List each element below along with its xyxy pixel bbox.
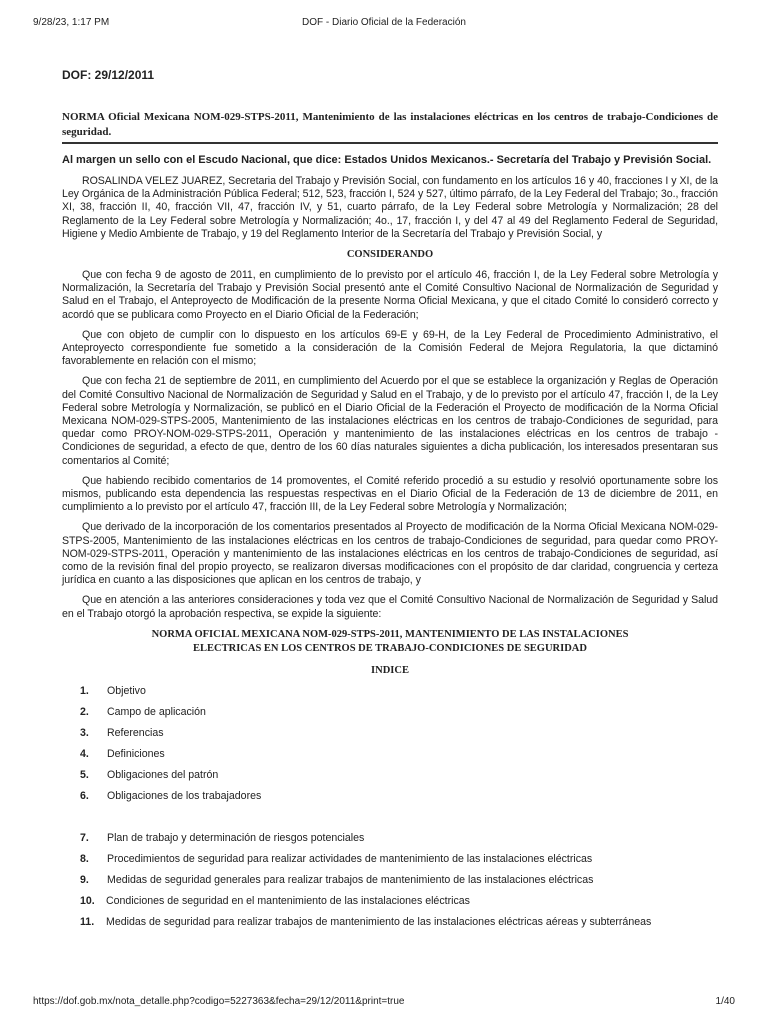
- norma-heading-line-2: ELECTRICAS EN LOS CENTROS DE TRABAJO-CONDICIONES DE SEGURIDAD: [193, 642, 587, 654]
- norma-heading: [62, 628, 718, 656]
- index-item-number: 6.: [80, 789, 89, 802]
- index-item-label: Condiciones de seguridad en el mantenimiento de las instalaciones eléctricas: [106, 894, 470, 907]
- index-item: [62, 706, 718, 727]
- considerando-paragraph-3: Que con fecha 21 de septiembre de 2011, en cumplimiento del Acuerdo por el que se establece la organización y Reglas de Operación del Comité Consultivo Nacional de Normalización de Seguridad y Salud en el Trabajo, y de lo previsto por el artículo 47, fracción I, de la Ley Federal sobre Metrología y Normalización, se publicó en el Diario Oficial de la Federación el Proyecto de modificación de la Norma Oficial Mexicana NOM-029-STPS-2005, Mantenimiento de las instalaciones eléctricas en los centros de trabajo-Condiciones de seguridad, para quedar como PROY-NOM-029-STPS-2011, Operación y mantenimiento de las instalaciones eléctricas en los centros de trabajo - Condiciones de seguridad, a efecto de que, dentro de los 60 días naturales siguientes a dicha publicación, los interesados presentaran sus comentarios al Comité;: [62, 375, 718, 467]
- indice-heading: INDICE: [371, 664, 409, 676]
- index-item: [62, 895, 718, 916]
- index-item-number: 10.: [80, 894, 95, 907]
- index-item: [62, 769, 718, 790]
- norma-heading-line-1: NORMA OFICIAL MEXICANA NOM-029-STPS-2011, MANTENIMIENTO DE LAS INSTALACIONES: [151, 628, 629, 640]
- considerando-paragraph-1: Que con fecha 9 de agosto de 2011, en cumplimiento de lo previsto por el artículo 46, fracción I, de la Ley Federal sobre Metrología y Normalización, la Secretaría del Trabajo y Previsión Social presentó ante el Comité Consultivo Nacional de Normalización de Seguridad y Salud en el Trabajo, el Anteproyecto de Modificación de la presente Norma Oficial Mexicana, y que el citado Comité lo consideró correcto y acordó que se publicara como Proyecto en el Diario Oficial de la Federación;: [62, 269, 718, 321]
- index-item-label: Definiciones: [107, 747, 165, 760]
- index-item-number: 9.: [80, 873, 89, 886]
- index-item: [62, 748, 718, 769]
- index-item-label: Obligaciones del patrón: [107, 768, 219, 781]
- index-item-number: 4.: [80, 747, 89, 760]
- index-item-label: Obligaciones de los trabajadores: [107, 789, 262, 802]
- index-item-label: Medidas de seguridad para realizar trabajos de mantenimiento de las instalaciones eléctricas aéreas y subterráneas: [106, 915, 652, 928]
- index-item: [62, 853, 718, 874]
- index-item-number: 5.: [80, 768, 89, 781]
- dof-date: DOF: 29/12/2011: [62, 68, 155, 82]
- index-item-number: 1.: [80, 684, 89, 697]
- index-item-label: Referencias: [107, 726, 164, 739]
- title-divider: [62, 142, 718, 144]
- index-item-number: 7.: [80, 831, 89, 844]
- index-item-label: Medidas de seguridad generales para realizar trabajos de mantenimiento de las instalaciones eléctricas: [107, 873, 594, 886]
- index-item-number: 11.: [80, 915, 95, 928]
- index-spacer: [62, 811, 718, 832]
- index-list: [62, 685, 718, 937]
- index-item-number: 3.: [80, 726, 89, 739]
- document-body: [62, 62, 718, 937]
- considerando-paragraph-5: Que derivado de la incorporación de los comentarios presentados al Proyecto de modificación de la Norma Oficial Mexicana NOM-029-STPS-2005, Mantenimiento de las instalaciones eléctricas en los centros de trabajo-Condiciones de seguridad, para quedar como PROY-NOM-029-STPS-2011, Operación y mantenimiento de las instalaciones eléctricas en los centros de trabajo-Condiciones de seguridad, así como de la revisión final del propio proyecto, se realizaron diversas modificaciones con el propósito de dar claridad, congruencia y certeza jurídica en cuanto a las disposiciones que aplican en los centros de trabajo, y: [62, 521, 718, 587]
- considerando-paragraph-2: Que con objeto de cumplir con lo dispuesto en los artículos 69-E y 69-H, de la Ley Federal de Procedimiento Administrativo, el Anteproyecto correspondiente fue sometido a la consideración de la Comisión Federal de Mejora Regulatoria, la que dictaminó favorablemente en relación con el mismo;: [62, 328, 718, 368]
- signer-name: ROSALINDA VELEZ JUAREZ: [82, 175, 223, 187]
- index-item-label: Objetivo: [107, 684, 146, 697]
- index-item: [62, 685, 718, 706]
- norma-title: NORMA Oficial Mexicana NOM-029-STPS-2011, Mantenimiento de las instalaciones eléctricas en los centros de trabajo-Condiciones de seguridad.: [62, 111, 718, 138]
- index-item-label: Campo de aplicación: [107, 705, 206, 718]
- page-number: 1/40: [715, 996, 735, 1007]
- print-page-title: DOF - Diario Oficial de la Federación: [302, 17, 466, 28]
- intro-text: , Secretaria del Trabajo y Previsión Social, con fundamento en los artículos 16 y 40, fracciones I y XI, de la Ley Orgánica de la Administración Pública Federal; 512, 523, fracción I, 524 y 527, último párrafo, de la Ley Federal del Trabajo; 3o., fracción XI, 38, fracción II, 40, fracción VII, 47, fracción IV, y 51, cuarto párrafo, de la Ley Federal sobre Metrología y Normalización; 28 del Reglamento de la Ley Federal sobre Metrología y Normalización; 4o., 17, fracción I, y del 47 al 49 del Reglamento Federal de Seguridad, Higiene y Medio Ambiente de Trabajo, y 19 del Reglamento Interior de la Secretaría del Trabajo y Previsión Social, y: [62, 175, 718, 240]
- index-item: [62, 727, 718, 748]
- print-url: https://dof.gob.mx/nota_detalle.php?codigo=5227363&fecha=29/12/2011&print=true: [33, 996, 405, 1007]
- intro-paragraph: [62, 175, 718, 241]
- index-item-number: 8.: [80, 852, 89, 865]
- index-item-label: Plan de trabajo y determinación de riesgos potenciales: [107, 831, 365, 844]
- considerando-paragraph-4: Que habiendo recibido comentarios de 14 promoventes, el Comité referido procedió a su estudio y resolvió oportunamente sobre los mismos, publicando esta dependencia las respuestas respectivas en el Diario Oficial de la Federación de 13 de diciembre de 2011, en cumplimiento a lo previsto por el artículo 47, fracción III, de la Ley Federal sobre Metrología y Normalización;: [62, 474, 718, 514]
- index-item: [62, 874, 718, 895]
- index-item: [62, 832, 718, 853]
- considerando-heading: CONSIDERANDO: [346, 249, 434, 261]
- index-item: [62, 790, 718, 811]
- index-item-label: Procedimientos de seguridad para realizar actividades de mantenimiento de las instalaciones eléctricas: [107, 852, 593, 865]
- index-item-number: 2.: [80, 705, 89, 718]
- print-datetime: 9/28/23, 1:17 PM: [33, 17, 110, 28]
- margin-note: Al margen un sello con el Escudo Nacional, que dice: Estados Unidos Mexicanos.- Secretaría del Trabajo y Previsión Social.: [62, 154, 712, 166]
- considerando-paragraph-6: Que en atención a las anteriores consideraciones y toda vez que el Comité Consultivo Nacional de Normalización de Seguridad y Salud en el Trabajo otorgó la aprobación respectiva, se expide la siguiente:: [62, 594, 718, 620]
- index-item: [62, 916, 718, 937]
